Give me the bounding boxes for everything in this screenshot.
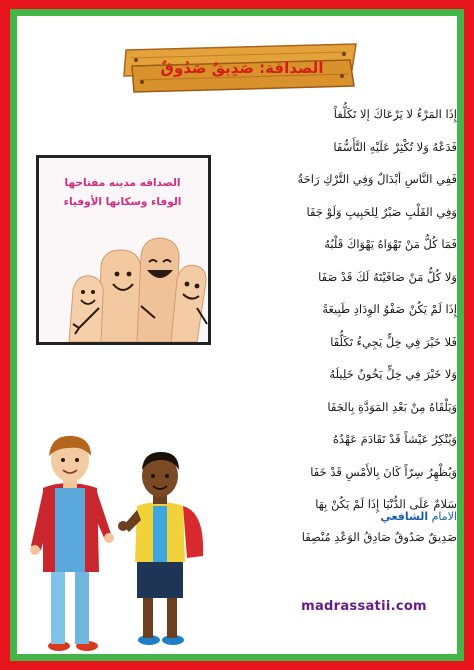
title-board bbox=[120, 36, 360, 96]
verse-line: وَلا كُلُّ مَنْ صَافَيْتَهُ لَكَ قَدْ صَفَا bbox=[318, 269, 457, 284]
poem-author bbox=[317, 510, 457, 523]
caption-line-1: الصداقه مدينه مفتاحها bbox=[64, 177, 181, 189]
friendship-photo bbox=[36, 155, 211, 345]
verse-line: وَيُظْهِرُ سِرّاً كَانَ بِالأَمْسِ قَدْ خَفَا bbox=[310, 464, 457, 479]
author-prefix: الامام bbox=[431, 510, 457, 523]
verse-line: فَفِي النَّاسِ أبْدَالٌ وَفِي التَّرْكِ رَاحَةٌ bbox=[297, 172, 457, 186]
page-title: الصداقة: صَدِيقٌ صَدُوقٌ bbox=[160, 59, 324, 77]
boy-right-figure bbox=[118, 452, 203, 645]
verse-line: فَمَا كُلُّ مَنْ تَهْوَاهُ يَهْوَاكَ قَلْبُهُ bbox=[324, 237, 457, 251]
worksheet-page bbox=[17, 16, 457, 654]
verse-line: وَيُنْكِرُ عَيْشاً قَدْ تَقَادَمَ عَهْدُهُ bbox=[332, 432, 457, 446]
author-name: الشافعي bbox=[380, 510, 429, 523]
verse-line: وَفِي القَلْبِ صَبْرٌ لِلحَبِيبِ وَلَوْ جَفَا bbox=[306, 204, 457, 219]
verse-line: وَيَلْقَاهُ مِنْ بَعْدِ المَوَدَّةِ بِالجَفَا bbox=[327, 399, 457, 414]
verse-line: سَلامٌ عَلَى الدُّنْيَا إِذَا لَمْ يَكُنْ بِهَا bbox=[315, 497, 457, 511]
verse-line: فَلا خَيْرَ فِي خِلٍّ يَجِيءُ تَكَلُّفَا bbox=[330, 334, 457, 349]
poem-verses bbox=[225, 98, 457, 553]
boy-left-figure bbox=[30, 436, 114, 651]
verse-line: إِذَا لَمْ يَكُنْ صَفْوُ الوِدَادِ طَبِيعَةً bbox=[322, 302, 457, 316]
verse-line: صَدِيقٌ صَدُوقٌ صَادِقُ الوَعْدِ مُنْصِفَا bbox=[301, 529, 457, 544]
caption-line-2: الوفاء وسكانها الأوفياء bbox=[63, 196, 182, 208]
verse-line: إِذَا المَرْءُ لا يَرْعَاكَ إلا تَكَلُّفاً bbox=[333, 107, 457, 121]
verse-line: وَلا خَيْرَ فِي خِلٍّ يَخُونُ خَلِيلَهُ bbox=[329, 367, 457, 381]
website-watermark: madrassatii.com bbox=[301, 599, 427, 614]
verse-line: فَدَعْهُ وَلا تُكْثِرْ عَلَيْهِ التَّأَسُّفَا bbox=[333, 139, 457, 154]
photo-caption bbox=[43, 174, 202, 212]
two-boys-illustration bbox=[27, 426, 212, 651]
